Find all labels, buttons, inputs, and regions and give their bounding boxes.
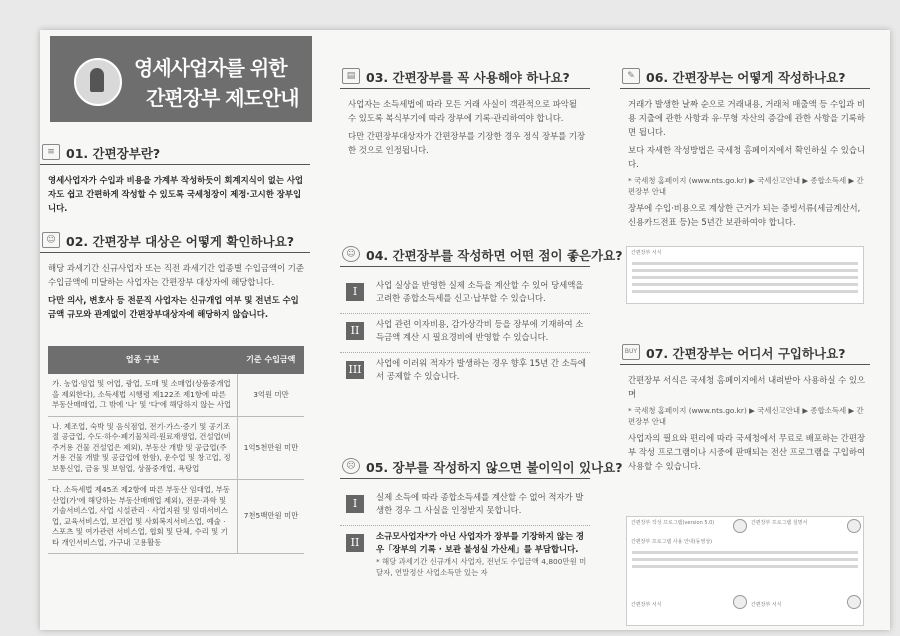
table-cell-desc: 가. 농업·임업 및 어업, 광업, 도매 및 소매업(상품중개업을 제외한다), 소득세법 시행령 제122조 제1항에 따른 부동산매매업, 그 밖에 '나' 및 '다'에 해당하지 않는 사업 <box>48 374 238 416</box>
form-row-line <box>632 269 858 272</box>
nts-link-note: * 국세청 홈페이지 (www.nts.go.kr) ▶ 국세신고안내 ▶ 종합소득세 ▶ 간편장부 안내 <box>628 176 864 196</box>
table-cell-desc: 다. 소득세법 제45조 제2항에 따른 부동산 임대업, 부동산업(가'에 해당하는 부동산매매업 제외), 전문·과학 및 기술서비스업, 사업 시설관리 · 사업지원 및 임대서비스업, 교육서비스업, 보건업 및 사회복지서비스업, 예술 · 스포츠 및 여가관련 서비스업, 협회 및 단체, 수리 및 기타 개인서비스업, 가구내 고용활동 <box>48 480 238 554</box>
table-row <box>48 374 304 416</box>
section-07-para1: 간편장부 서식은 국세청 홈페이지에서 내려받아 사용하실 수 있으며 <box>628 375 866 399</box>
form-title: 간편장부 서식 <box>631 250 662 256</box>
document-icon: ▤ <box>342 68 360 84</box>
section-03-body <box>340 97 590 157</box>
check-icon <box>733 519 747 533</box>
section-01-title <box>66 144 160 162</box>
hero-title-line2: 간편장부 제도안내 <box>146 86 299 110</box>
section-number: 05. <box>366 460 389 475</box>
list-item <box>340 275 590 314</box>
form-row-line <box>632 290 858 293</box>
table-cell-amount: 3억원 미만 <box>238 374 305 416</box>
section-07-title <box>646 344 845 362</box>
column-right <box>620 30 870 630</box>
text-line <box>632 558 858 561</box>
column-left <box>40 30 310 630</box>
section-title-text: 간편장부는 어디서 구입하나요? <box>672 346 846 361</box>
check-icon <box>847 519 861 533</box>
list-item-text: 소규모사업자*가 아닌 사업자가 장부를 기장하지 않는 경우「장부의 기록 · 보관 불성실 가산세」를 부담합니다. <box>376 531 584 554</box>
program-item-5: 간편장부 서식 <box>751 602 782 608</box>
table-cell-desc: 나. 제조업, 숙박 및 음식점업, 전기·가스·증기 및 공기조절 공급업, 수도·하수·폐기물처리·원료재생업, 건설업(비주거용 건물 건설업은 제외), 부동산 개발 및 공급업(주거용 건물 개발 및 공급업에 한함), 운수업 및 창고업, 정보통신업, 금융 및 보험업, 상품중개업, 욕탕업 <box>48 416 238 480</box>
book-icon: ≡ <box>42 144 60 160</box>
section-04-list <box>340 275 590 391</box>
section-05-title <box>366 458 622 476</box>
roman-numeral-badge: II <box>346 322 364 340</box>
section-06-para3: 장부에 수입·비용으로 계상한 근거가 되는 증빙서류(세금계산서, 신용카드전표 등)는 5년간 보관하여야 합니다. <box>628 203 861 227</box>
section-title-text: 장부를 작성하지 않으면 불이익이 있나요? <box>392 460 623 475</box>
list-item <box>340 314 590 353</box>
program-item-1: 간편장부 작성 프로그램(version 5.0) <box>631 520 715 526</box>
section-06-para2: 보다 자세한 작성방법은 국세청 홈페이지에서 확인하실 수 있습니다. <box>628 145 866 169</box>
section-number: 02. <box>66 234 89 249</box>
form-row-line <box>632 283 858 286</box>
section-number: 01. <box>66 146 89 161</box>
brochure-sheet <box>40 30 890 630</box>
section-04 <box>340 244 623 391</box>
section-07-header <box>620 342 870 365</box>
footnote: * 해당 과세기간 신규개시 사업자, 전년도 수입금액 4,800만원 미달자, 연말정산 사업소득만 있는 자 <box>376 557 587 577</box>
section-02-header <box>40 230 310 253</box>
section-03-para1: 사업자는 소득세법에 따라 모든 거래 사실이 객관적으로 파악될 수 있도록 복식부기에 따라 장부에 기록·관리하여야 합니다. <box>348 99 577 123</box>
list-item-text: 사업에 이러워 적자가 발생하는 경우 향후 15년 간 소득에서 공제할 수 있습니다. <box>376 358 586 381</box>
section-06-para1: 거래가 발생한 날짜 순으로 거래내용, 거래처 매출액 등 수입과 비용 지출에 관한 사항과 유·무형 자산의 증감에 관한 사항을 기록하면 됩니다. <box>628 99 865 137</box>
section-03-title <box>366 68 570 86</box>
nts-link-note: * 국세청 홈페이지 (www.nts.go.kr) ▶ 국세신고안내 ▶ 종합소득세 ▶ 간편장부 안내 <box>628 406 864 426</box>
column-middle <box>340 30 623 630</box>
check-icon <box>847 595 861 609</box>
section-04-header <box>340 244 623 267</box>
program-screenshot-thumbnail <box>626 516 864 626</box>
section-01-header <box>40 142 310 165</box>
smile-icon: ☺ <box>342 246 360 262</box>
section-02-body <box>40 261 310 321</box>
table-header-industry: 업종 구분 <box>48 346 238 374</box>
section-number: 04. <box>366 248 389 263</box>
section-03-para2: 다만 간편장부대상자가 간편장부를 기장한 경우 정식 장부를 기장한 것으로 인정됩니다. <box>348 131 586 155</box>
section-title-text: 간편장부 대상은 어떻게 확인하나요? <box>92 234 294 249</box>
check-icon <box>733 595 747 609</box>
section-02-title <box>66 232 294 250</box>
table-header-amount: 기준 수입금액 <box>238 346 305 374</box>
section-05 <box>340 456 623 584</box>
section-01 <box>40 142 310 219</box>
section-03 <box>340 66 590 161</box>
section-number: 07. <box>646 346 669 361</box>
text-line <box>632 551 858 554</box>
section-02-para1: 해당 과세기간 신규사업자 또는 직전 과세기간 업종별 수입금액이 기준 수입금액에 미달하는 사업자는 간편장부 대상자에 해당합니다. <box>48 263 304 287</box>
form-row-line <box>632 276 858 279</box>
table-cell-amount: 7천5백만원 미만 <box>238 480 305 554</box>
program-item-2: 간편장부 프로그램 설명서 <box>751 520 808 526</box>
section-01-body <box>40 173 310 215</box>
section-title-text: 간편장부를 꼭 사용해야 하나요? <box>392 70 570 85</box>
section-04-title <box>366 246 622 264</box>
section-title-text: 간편장부란? <box>92 146 161 161</box>
table-cell-amount: 1억5천만원 미만 <box>238 416 305 480</box>
section-05-header <box>340 456 623 479</box>
roman-numeral-badge: II <box>346 534 364 552</box>
section-02 <box>40 230 310 325</box>
program-item-3: 간편장부 프로그램 사용 안내(동영상) <box>631 539 713 545</box>
section-title-text: 간편장부는 어떻게 작성하나요? <box>672 70 846 85</box>
list-item <box>340 526 590 584</box>
list-item-text: 사업 실상을 반영한 실제 소득을 계산할 수 있어 당세액을 고려한 종합소득세를 신고·납부할 수 있습니다. <box>376 280 584 303</box>
table-row <box>48 480 304 554</box>
list-item <box>340 487 590 526</box>
section-07 <box>620 342 870 477</box>
hero-banner <box>50 36 312 122</box>
roman-numeral-badge: I <box>346 495 364 513</box>
list-item <box>340 353 590 391</box>
list-item-text: 실제 소득에 따라 종합소득세를 계산할 수 없어 적자가 발생한 경우 그 사실을 인정받지 못합니다. <box>376 492 584 515</box>
section-06 <box>620 66 870 233</box>
sad-face-icon: ☹ <box>342 458 360 474</box>
section-title-text: 간편장부를 작성하면 어떤 점이 좋은가요? <box>392 248 623 263</box>
section-06-title <box>646 68 845 86</box>
worker-illustration-icon <box>74 58 122 106</box>
section-01-text: 영세사업자가 수입과 비용을 가계부 작성하듯이 회계지식이 없는 사업자도 쉽고 간편하게 작성할 수 있도록 국세청장이 제정·고시한 장부입니다. <box>48 175 304 213</box>
section-number: 03. <box>366 70 389 85</box>
roman-numeral-badge: III <box>346 361 364 379</box>
section-number: 06. <box>646 70 669 85</box>
section-02-para2: 다만 의사, 변호사 등 전문직 사업자는 신규개업 여부 및 전년도 수입금액 규모와 관계없이 간편장부대상자에 해당하지 않습니다. <box>48 295 299 319</box>
roman-numeral-badge: I <box>346 283 364 301</box>
section-03-header <box>340 66 590 89</box>
criteria-table <box>48 346 304 554</box>
program-item-4: 간편장부 서식 <box>631 602 662 608</box>
section-05-list <box>340 487 590 584</box>
ledger-form-thumbnail <box>626 246 864 304</box>
section-06-header <box>620 66 870 89</box>
section-07-para2: 사업자의 필요와 편리에 따라 국세청에서 무료로 배포하는 간편장부 작성 프로그램이나 시중에 판매되는 전산 프로그램을 구입하여 사용할 수 있습니다. <box>628 433 866 471</box>
list-item-text: 사업 관련 이자비용, 감가상각비 등을 장부에 기재하여 소득금액 계산 시 필요경비에 반영할 수 있습니다. <box>376 319 584 342</box>
hero-title-line1: 영세사업자를 위한 <box>134 56 287 80</box>
buy-tag-icon: BUY <box>622 344 640 360</box>
form-row-line <box>632 262 858 265</box>
text-line <box>632 565 858 568</box>
table-row <box>48 416 304 480</box>
pencil-note-icon: ✎ <box>622 68 640 84</box>
people-icon: ☺ <box>42 232 60 248</box>
section-07-body <box>620 373 870 473</box>
section-06-body <box>620 97 870 229</box>
